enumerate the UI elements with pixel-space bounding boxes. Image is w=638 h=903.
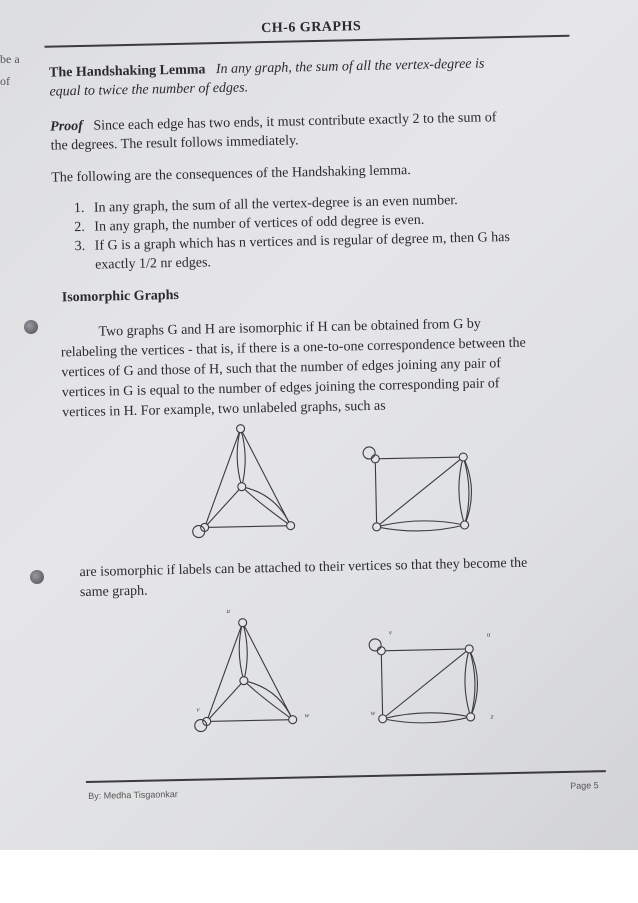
lemma-title: The Handshaking Lemma — [48, 62, 206, 81]
iso-para-1: Two graphs G and H are isomorphic if H can be obtained from G by — [98, 316, 481, 340]
footer-author: By: Medha Tisgaonkar — [88, 789, 178, 801]
graph-unlabeled-left — [180, 415, 313, 548]
vertex-label-u: u — [226, 606, 230, 616]
graph-unlabeled-right — [351, 436, 493, 549]
iso-para-2: relabeling the vertices - that is, if there is a one-to-one correspondence between the — [60, 335, 526, 361]
vertex-label-v: v — [388, 628, 393, 637]
vertex-label-w: w — [370, 708, 376, 718]
iso-conclusion-1: are isomorphic if labels can be attached to their vertices so that they become the — [79, 555, 528, 581]
lemma-statement-1: In any graph, the sum of all the vertex-degree is — [215, 56, 485, 78]
list-number: 2. — [74, 219, 85, 236]
footer-rule — [86, 770, 606, 783]
lemma-line-1 — [49, 54, 485, 83]
proof-label: Proof — [50, 118, 84, 135]
consequence-3a: If G is a graph which has n vertices and is regular of degree m, then G has — [94, 229, 510, 254]
consequences-intro: The following are the consequences of the Handshaking lemma. — [51, 163, 411, 186]
margin-fragment-1: be a — [0, 52, 20, 66]
proof-text-2: the degrees. The result follows immediately. — [50, 133, 299, 154]
vertex-label-v: v — [196, 705, 200, 714]
graph-labeled-right — [357, 626, 509, 739]
iso-para-4: vertices in G is equal to the number of edges joining the corresponding pair of — [61, 376, 500, 401]
iso-para-3: vertices of G and those of H, such that the number of edges joining any pair of — [61, 356, 502, 381]
vertex-label-w: w — [304, 711, 310, 720]
consequence-3b: exactly 1/2 nr edges. — [94, 255, 212, 273]
vertex-label-z: z — [490, 712, 494, 721]
iso-conclusion-2: same graph. — [79, 583, 148, 601]
consequence-2: In any graph, the number of vertices of odd degree is even. — [94, 212, 425, 235]
chapter-title: CH-6 GRAPHS — [261, 19, 362, 37]
iso-para-5: vertices in H. For example, two unlabeled graphs, such as — [62, 398, 386, 421]
list-number: 1. — [73, 200, 85, 217]
vertex-label-u: u — [486, 630, 491, 639]
graph-labeled-left — [182, 605, 325, 748]
lemma-statement-2: equal to twice the number of edges. — [49, 80, 249, 100]
margin-fragment-2: of — [0, 74, 10, 88]
list-number: 3. — [74, 238, 86, 255]
section-heading: Isomorphic Graphs — [61, 287, 180, 306]
consequence-1: In any graph, the sum of all the vertex-degree is an even number. — [93, 193, 458, 216]
proof-text-1: Since each edge has two ends, it must contribute exactly 2 to the sum of — [93, 110, 497, 134]
footer-page-number: Page 5 — [570, 780, 599, 791]
